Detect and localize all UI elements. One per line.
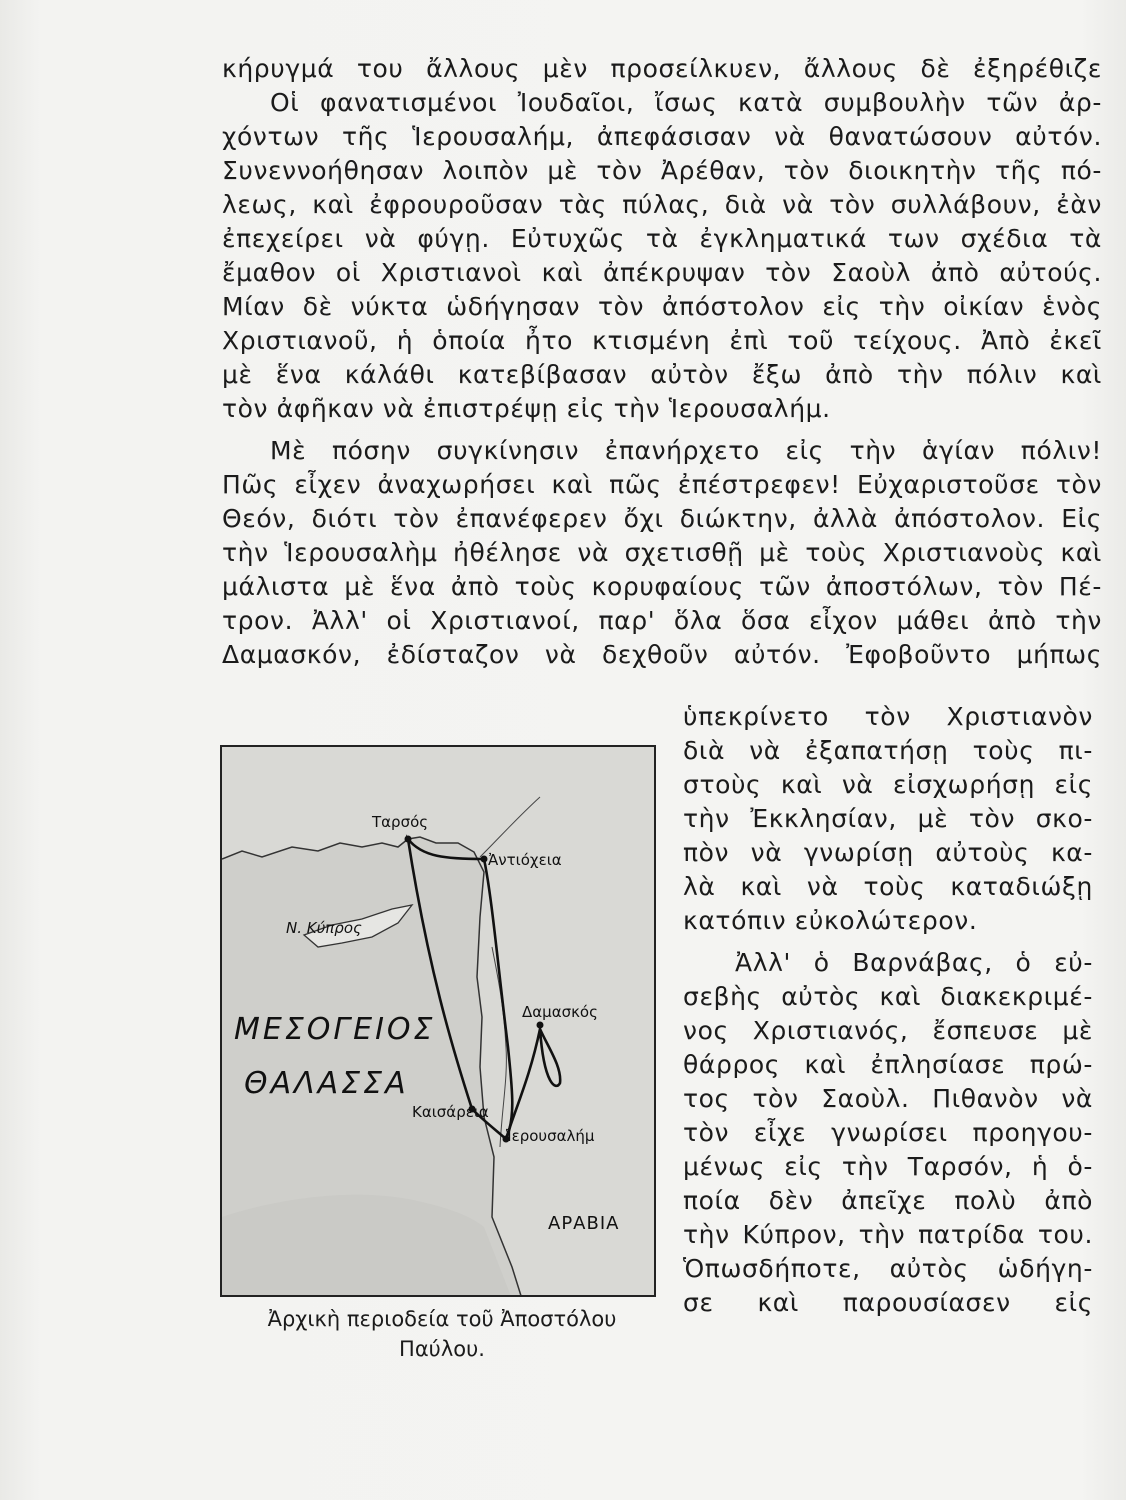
text-line: Μίαν δὲ νύκτα ὡδήγησαν τὸν ἀπόστολον εἰς τὴν οἰκίαν ἑνὸς — [222, 292, 1102, 321]
text-line: Πῶς εἶχεν ἀναχωρήσει καὶ πῶς ἐπέστρεφεν! Εὐχαριστοῦσε τὸν — [222, 470, 1102, 499]
side-text-line: τὸν εἶχε γνωρίσει προηγου- — [683, 1118, 1093, 1147]
side-text-line: τος τὸν Σαοὺλ. Πιθανὸν νὰ — [683, 1084, 1093, 1113]
text-line: μάλιστα μὲ ἕνα ἀπὸ τοὺς κορυφαίους τῶν ἀποστόλων, τὸν Πέ- — [222, 572, 1102, 601]
map-label-ierousalim: Ἱερουσαλήμ — [506, 1127, 595, 1145]
map-label-kypros: Ν. Κύπρος — [286, 919, 362, 937]
text-line: Δαμασκόν, ἐδίσταζον νὰ δεχθοῦν αὐτόν. Ἐφοβοῦντο μήπως — [222, 640, 1102, 669]
text-line: ἔμαθον οἱ Χριστιανοὶ καὶ ἀπέκρυψαν τὸν Σαοὺλ ἀπὸ αὐτούς. — [222, 258, 1102, 287]
map-caption-line1: Ἀρχικὴ περιοδεία τοῦ Ἀποστόλου — [267, 1307, 617, 1331]
city-marker-damaskos — [537, 1022, 544, 1029]
text-line: μὲ ἕνα κάλάθι κατεβίβασαν αὐτὸν ἔξω ἀπὸ τὴν πόλιν καὶ — [222, 360, 1102, 389]
city-marker-tarsos — [405, 836, 412, 843]
city-marker-antiocheia — [481, 856, 488, 863]
map-label-tarsos: Ταρσός — [372, 813, 429, 831]
side-text-line: πὸν νὰ γνωρίσῃ αὐτοὺς κα- — [683, 838, 1093, 867]
side-text-line: ὑπεκρίνετο τὸν Χριστιανὸν — [683, 702, 1093, 731]
text-line: κήρυγμά του ἄλλους μὲν προσείλκυεν, ἄλλους δὲ ἐξηρέθιζε — [222, 54, 1102, 83]
map-caption-line2: Παύλου. — [399, 1337, 485, 1361]
map-label-kaisareia: Καισάρεια — [412, 1103, 489, 1121]
side-text-line: Ὁπωσδήποτε, αὐτὸς ὡδήγη- — [683, 1254, 1093, 1283]
text-line: λεως, καὶ ἐφρουροῦσαν τὰς πύλας, διὰ νὰ τὸν συλλάβουν, ἐὰν — [222, 190, 1102, 219]
text-line: ἐπεχείρει νὰ φύγῃ. Εὐτυχῶς τὰ ἐγκληματικά των σχέδια τὰ — [222, 224, 1102, 253]
side-text-line: Ἀλλ' ὁ Βαρνάβας, ὁ εὐ- — [735, 948, 1093, 977]
text-line: τρον. Ἀλλ' οἱ Χριστιανοί, παρ' ὅλα ὅσα εἶχον μάθει ἀπὸ τὴν — [222, 606, 1102, 635]
side-text-line: τὴν Ἐκκλησίαν, μὲ τὸν σκο- — [683, 804, 1093, 833]
map-label-damaskos: Δαμασκός — [522, 1003, 598, 1021]
map-label-mesogeios: ΜΕΣΟΓΕΙΟΣ — [234, 1012, 436, 1047]
map-figure — [220, 745, 656, 1297]
text-line: Θεόν, διότι τὸν ἐπανέφερεν ὄχι διώκτην, ἀλλὰ ἀπόστολον. Εἰς — [222, 504, 1102, 533]
side-text-line: σε καὶ παρουσίασεν εἰς — [683, 1288, 1093, 1317]
side-text-line: κατόπιν εὐκολώτερον. — [683, 906, 978, 935]
side-text-line: θάρρος καὶ ἐπλησίασε πρώ- — [683, 1050, 1093, 1079]
side-text-line: μένως εἰς τὴν Ταρσόν, ἡ ὁ- — [683, 1152, 1093, 1181]
text-line: Οἱ φανατισμένοι Ἰουδαῖοι, ἴσως κατὰ συμβουλὴν τῶν ἀρ- — [270, 88, 1102, 117]
side-text-line: νος Χριστιανός, ἔσπευσε μὲ — [683, 1016, 1093, 1045]
side-text-line: διὰ νὰ ἐξαπατήσῃ τοὺς πι- — [683, 736, 1093, 765]
map-label-thalassa: ΘΑΛΑΣΣΑ — [244, 1066, 409, 1101]
side-text-line: λὰ καὶ νὰ τοὺς καταδιώξῃ — [683, 872, 1093, 901]
text-line: χόντων τῆς Ἱερουσαλήμ, ἀπεφάσισαν νὰ θανατώσουν αὐτόν. — [222, 122, 1102, 151]
text-line: Μὲ πόσην συγκίνησιν ἐπανήρχετο εἰς τὴν ἁγίαν πόλιν! — [270, 436, 1102, 465]
side-text-line: στοὺς καὶ νὰ εἰσχωρήσῃ εἰς — [683, 770, 1093, 799]
side-text-line: τὴν Κύπρον, τὴν πατρίδα του. — [683, 1220, 1093, 1249]
side-text-line: σεβὴς αὐτὸς καὶ διακεκριμέ- — [683, 982, 1093, 1011]
map-label-aravia: ΑΡΑΒΙΑ — [548, 1213, 620, 1234]
text-line: τὸν ἀφῆκαν νὰ ἐπιστρέψῃ εἰς τὴν Ἱερουσαλήμ. — [222, 394, 831, 423]
map-label-antiocheia: Ἀντιόχεια — [488, 851, 562, 869]
side-text-line: ποία δὲν ἀπεῖχε πολὺ ἀπὸ — [683, 1186, 1093, 1215]
text-line: τὴν Ἱερουσαλὴμ ἠθέλησε νὰ σχετισθῇ μὲ τοὺς Χριστιανοὺς καὶ — [222, 538, 1102, 567]
text-line: Συνεννοήθησαν λοιπὸν μὲ τὸν Ἀρέθαν, τὸν διοικητὴν τῆς πό- — [222, 156, 1102, 185]
text-line: Χριστιανοῦ, ἡ ὁποία ἦτο κτισμένη ἐπὶ τοῦ τείχους. Ἀπὸ ἐκεῖ — [222, 326, 1102, 355]
